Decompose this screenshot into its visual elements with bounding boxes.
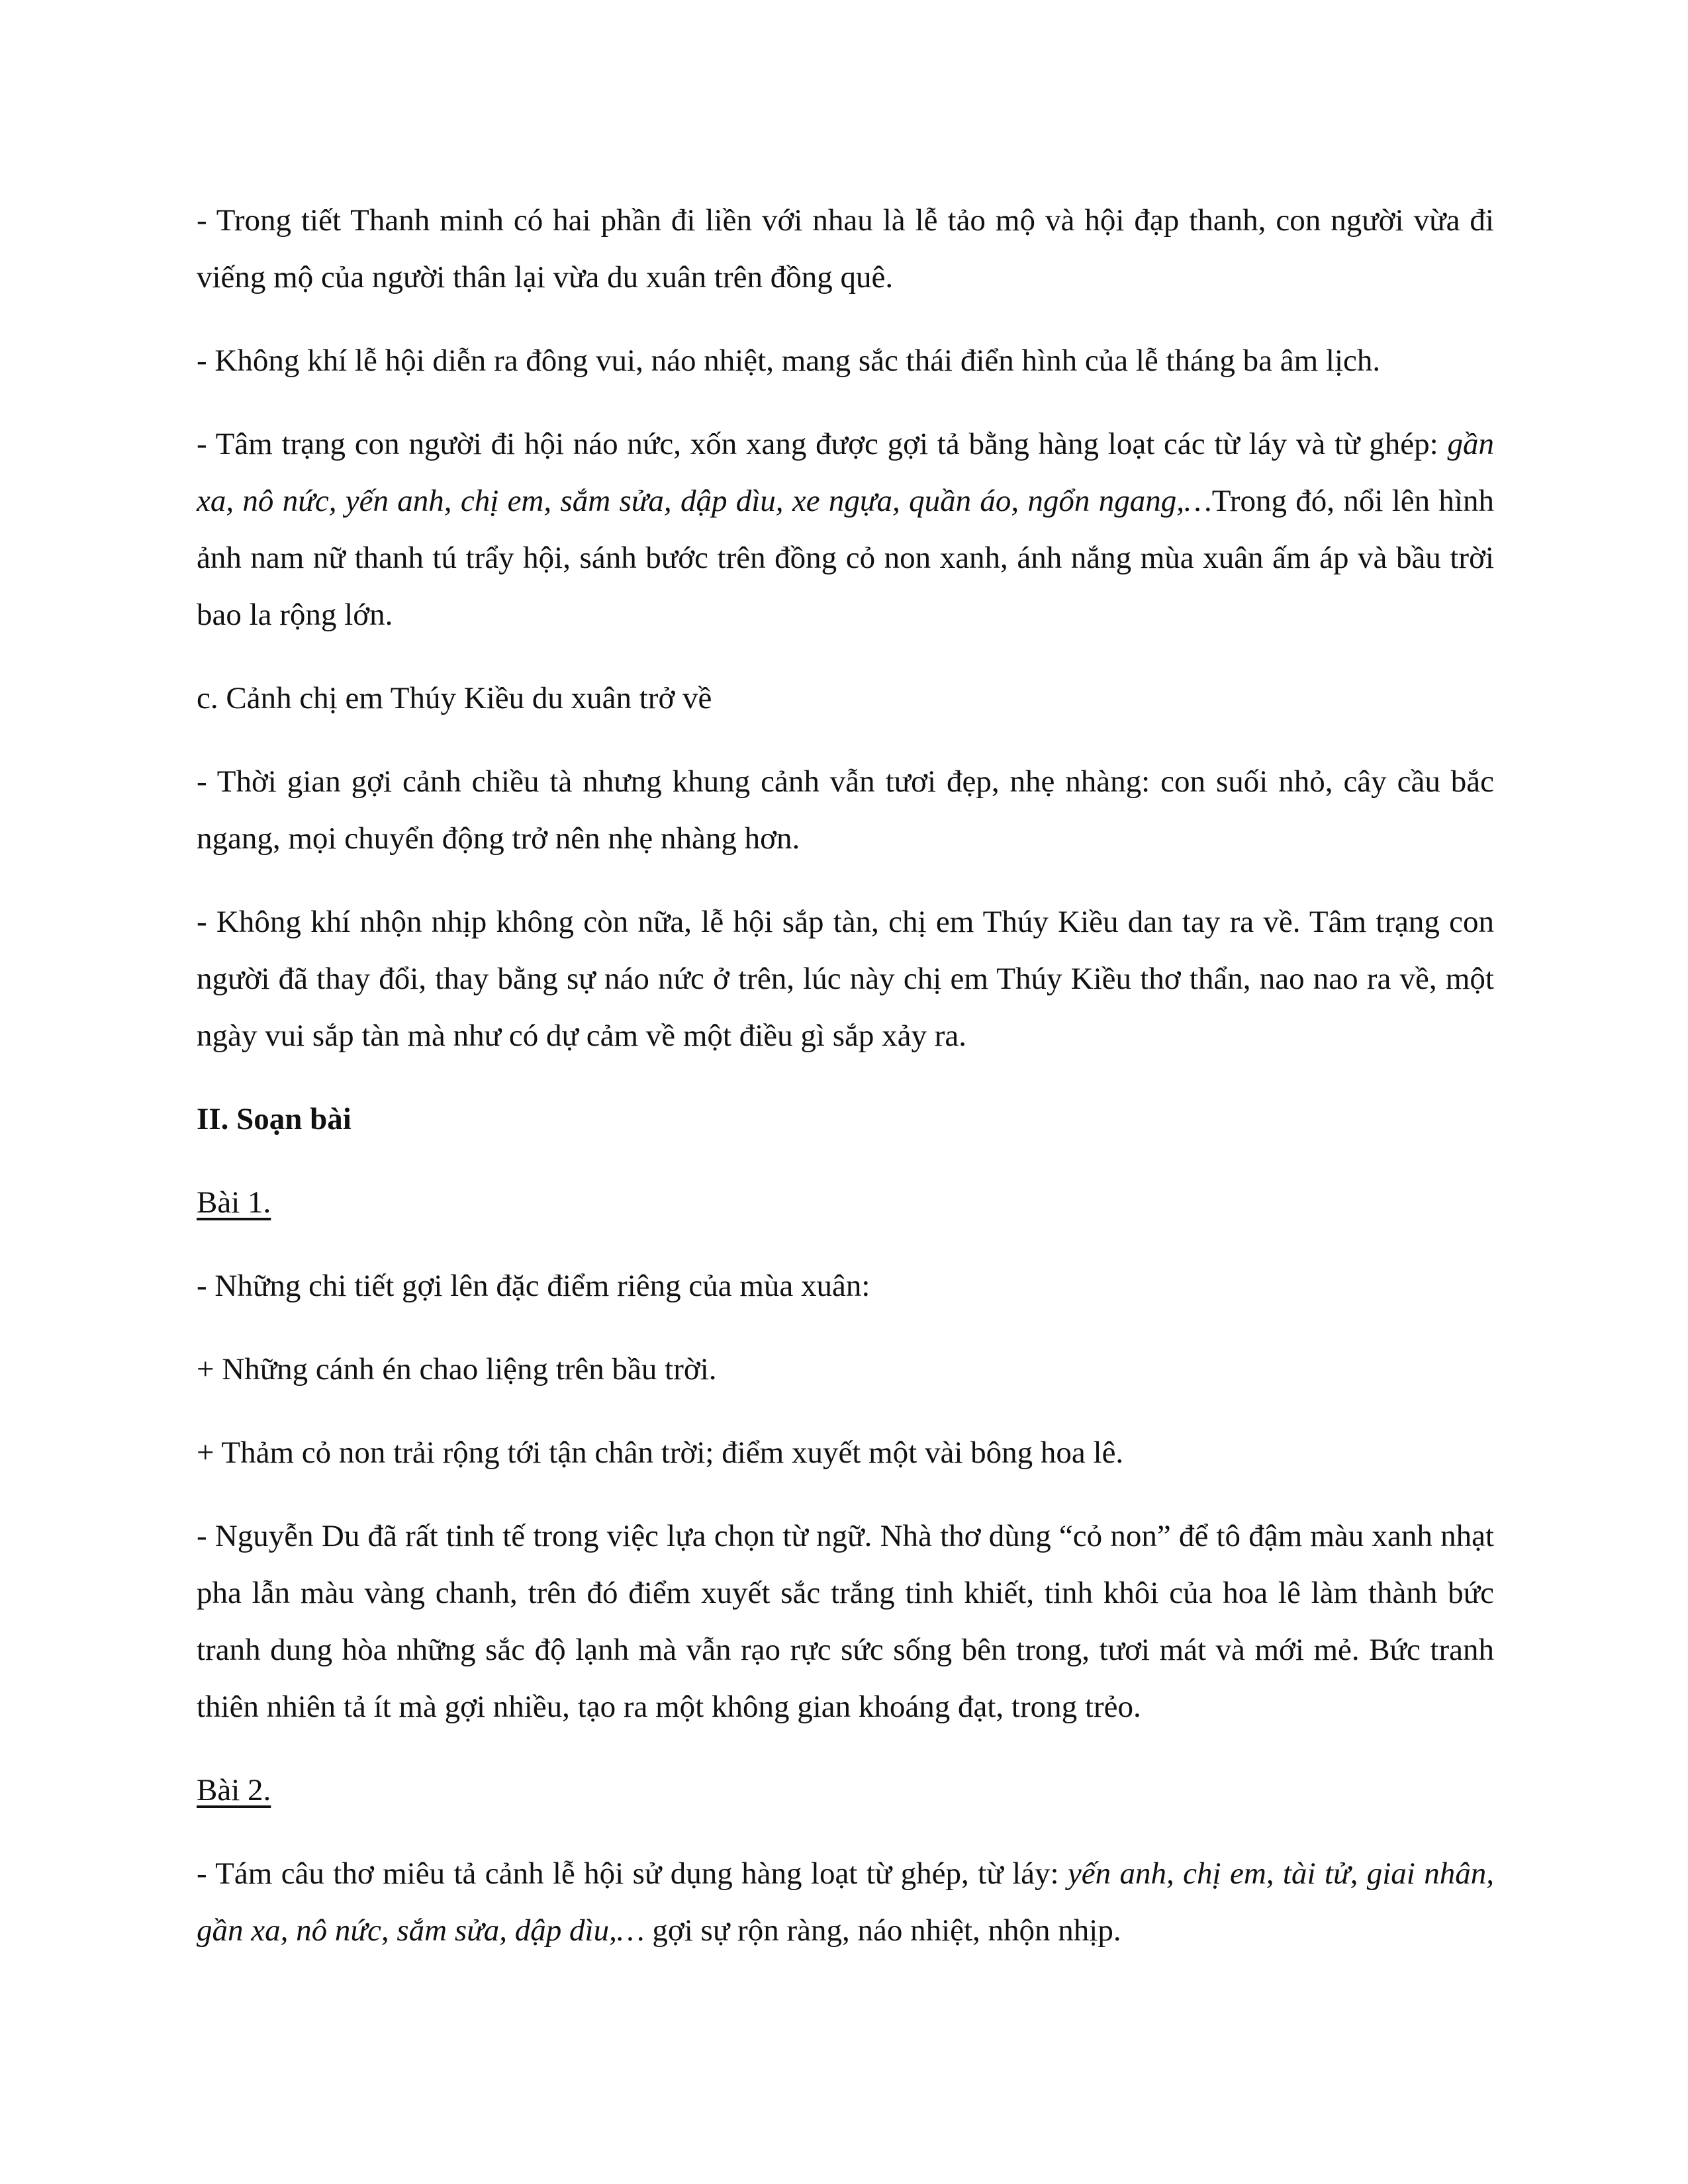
paragraph-lead-text: - Tám câu thơ miêu tả cảnh lễ hội sử dụng hàng loạt từ ghép, từ láy: <box>197 1856 1068 1891</box>
bullet-tham-co-non: + Thảm cỏ non trải rộng tới tận chân trời; điểm xuyết một vài bông hoa lê. <box>197 1435 1124 1470</box>
exercise-heading-text: Bài 2. <box>197 1773 271 1807</box>
paragraph-tail-text: gợi sự rộn ràng, náo nhiệt, nhộn nhịp. <box>644 1913 1121 1948</box>
paragraph-tam-trang-di-hoi <box>197 416 1494 643</box>
paragraph-tam-cau-tho <box>197 1845 1494 1959</box>
bullet-canh-en: + Những cánh én chao liệng trên bầu trời. <box>197 1352 717 1387</box>
subheading-tro-ve: c. Cảnh chị em Thúy Kiều du xuân trở về <box>197 681 712 715</box>
italic-word-list: yến anh, chị em, tài tử, giai nhân, gần xa, nô nức, sắm sửa, dập dìu,… <box>197 1856 1494 1948</box>
paragraph-khong-khi-le-hoi: - Không khí lễ hội diễn ra đông vui, náo nhiệt, mang sắc thái điển hình của lễ tháng ba âm lịch. <box>197 343 1381 378</box>
exercise-heading-bai-2 <box>197 1762 1494 1819</box>
paragraph-lead-text: - Tâm trạng con người đi hội náo nức, xốn xang được gợi tả bằng hàng loạt các từ láy và từ ghép: <box>197 427 1448 461</box>
italic-word-list: gần xa, nô nức, yến anh, chị em, sắm sửa, dập dìu, xe ngựa, quần áo, ngổn ngang,… <box>197 427 1494 518</box>
exercise-heading-bai-1 <box>197 1174 1494 1231</box>
paragraph-tam-trang-ra-ve: - Không khí nhộn nhịp không còn nữa, lễ hội sắp tàn, chị em Thúy Kiều dan tay ra về. Tâm trạng con người đã thay đổi, thay bằng sự náo nức ở trên, lúc này chị em Thúy Kiều thơ thẩn, nao nao ra về, một ngày vui sắp tàn mà như có dự cảm về một điều gì sắp xảy ra. <box>197 905 1494 1053</box>
exercise-heading-text: Bài 1. <box>197 1185 271 1220</box>
paragraph-thoi-gian: - Thời gian gợi cảnh chiều tà nhưng khung cảnh vẫn tươi đẹp, nhẹ nhàng: con suối nhỏ, cây cầu bắc ngang, mọi chuyển động trở nên nhẹ nhàng hơn. <box>197 764 1494 856</box>
paragraph-thanh-minh: - Trong tiết Thanh minh có hai phần đi liền với nhau là lễ tảo mộ và hội đạp thanh, con người vừa đi viếng mộ của người thân lại vừa du xuân trên đồng quê. <box>197 203 1494 295</box>
paragraph-tail-text: Trong đó, nổi lên hình ảnh nam nữ thanh tú trẩy hội, sánh bước trên đồng cỏ non xanh, ánh nắng mùa xuân ấm áp và bầu trời bao la rộng lớn. <box>197 484 1494 632</box>
paragraph-chi-tiet-mua-xuan: - Những chi tiết gợi lên đặc điểm riêng của mùa xuân: <box>197 1269 870 1303</box>
document-page <box>197 192 1494 1985</box>
section-heading-soan-bai: II. Soạn bài <box>197 1102 352 1136</box>
paragraph-nguyen-du-tu-ngu: - Nguyễn Du đã rất tinh tế trong việc lựa chọn từ ngữ. Nhà thơ dùng “cỏ non” để tô đậm màu xanh nhạt pha lẫn màu vàng chanh, trên đó điểm xuyết sắc trắng tinh khiết, tinh khôi của hoa lê làm thành bức tranh dung hòa những sắc độ lạnh mà vẫn rạo rực sức sống bên trong, tươi mát và mới mẻ. Bức tranh thiên nhiên tả ít mà gợi nhiều, tạo ra một không gian khoáng đạt, trong trẻo. <box>197 1519 1494 1724</box>
